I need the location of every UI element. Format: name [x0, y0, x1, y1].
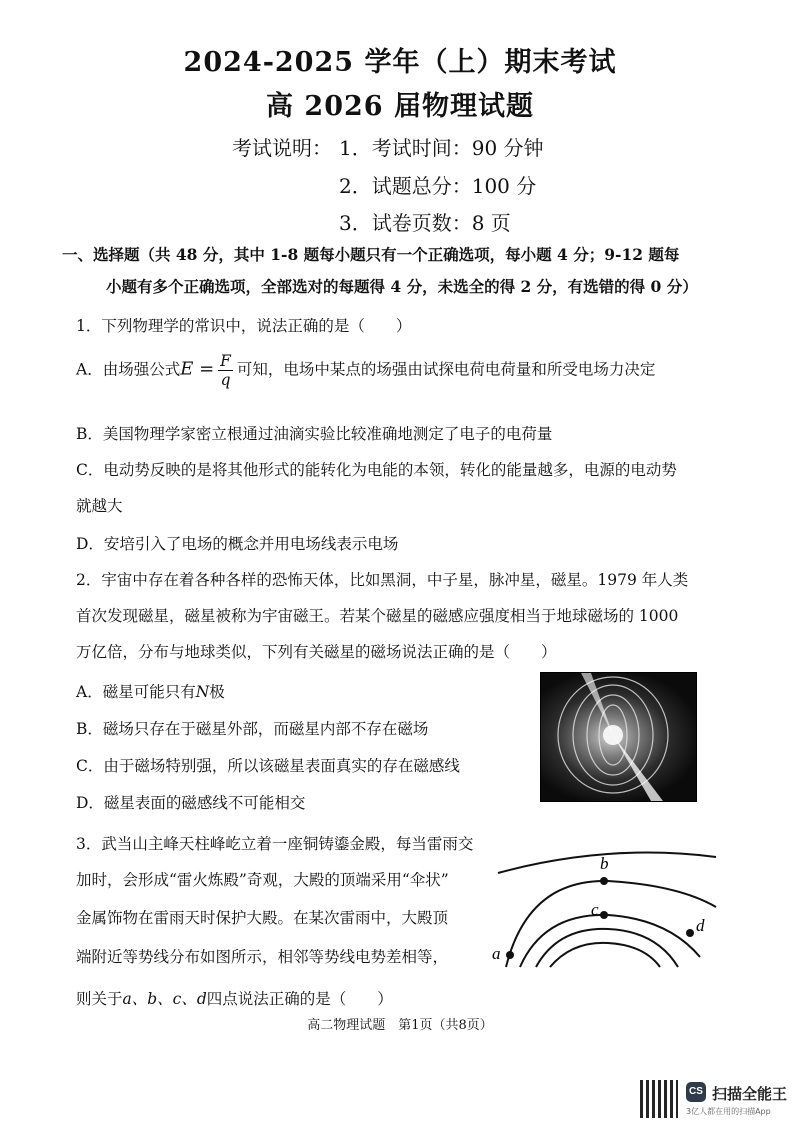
point-a	[506, 951, 514, 959]
exam-notes-label: 考试说明：	[232, 136, 332, 160]
q1-option-d: D．安培引入了电场的概念并用电场线表示电场	[76, 535, 399, 553]
qr-code-icon	[640, 1080, 678, 1118]
formula-numerator: F	[220, 352, 231, 370]
q2-option-a	[76, 680, 225, 702]
exam-subtitle: 高 2026 届物理试题	[266, 91, 534, 122]
scanner-tagline: 3亿人都在用的扫描App	[686, 1107, 771, 1116]
q3-line5-prefix: 则关于	[76, 990, 123, 1008]
magnetar-image	[540, 672, 697, 802]
q1-stem: 1．下列物理学的常识中，说法正确的是（ ）	[76, 317, 412, 335]
q3-stem-line4: 端附近等势线分布如图所示，相邻等势线电势差相等，	[76, 948, 449, 966]
q2-option-c: C．由于磁场特别强，所以该磁星表面真实的存在磁感线	[76, 757, 460, 775]
q2-option-d: D．磁星表面的磁感线不可能相交	[76, 794, 306, 812]
formula-denominator: q	[220, 371, 231, 389]
formula-fraction	[218, 352, 233, 389]
exam-title: 2024-2025 学年（上）期末考试	[183, 47, 617, 78]
q3-line5-vars: a、b、c、d	[122, 990, 207, 1008]
point-d	[686, 929, 694, 937]
section-heading-line1: 一、选择题（共 48 分，其中 1-8 题每小题只有一个正确选项，每小题 4 分；9-12 题每	[62, 245, 680, 264]
q1-option-c-line1: C．电动势反映的是将其他形式的能转化为电能的本领，转化的能量越多，电源的电动势	[76, 461, 677, 479]
page-footer: 高二物理试题 第1页（共8页）	[307, 1018, 493, 1033]
label-d: d	[696, 916, 705, 935]
scanner-brand: 扫描全能王	[712, 1085, 788, 1103]
formula-lhs: E =	[180, 358, 215, 380]
label-c: c	[591, 900, 599, 919]
q2-stem-line1: 2．宇宙中存在着各种各样的恐怖天体，比如黑洞，中子星，脉冲星，磁星。1979 年人类	[76, 571, 689, 589]
point-b	[600, 877, 608, 885]
equipotential-line-4	[550, 943, 660, 967]
magnetar-field-lines	[541, 673, 696, 801]
exam-note-score: 2．试题总分：100 分	[339, 174, 537, 198]
q2-a-prefix: A．磁星可能只有	[76, 683, 196, 701]
label-b: b	[600, 854, 609, 873]
q2-a-suffix: 极	[209, 683, 225, 701]
q1-option-b: B．美国物理学家密立根通过油滴实验比较准确地测定了电子的电荷量	[76, 425, 553, 443]
cs-logo-icon: CS	[686, 1082, 706, 1102]
equipotential-diagram	[488, 845, 728, 975]
q1-a-prefix: A．由场强公式	[76, 360, 181, 379]
q3-line5-suffix: 四点说法正确的是（ ）	[206, 990, 393, 1008]
label-a: a	[492, 944, 501, 963]
exam-note-time: 1．考试时间：90 分钟	[339, 136, 544, 160]
q3-stem-line2: 加时，会形成“雷火炼殿”奇观，大殿的顶端采用“伞状”	[76, 871, 449, 889]
q3-stem-line3: 金属饰物在雷雨天时保护大殿。在某次雷雨中，大殿顶	[76, 909, 449, 927]
point-c	[600, 911, 608, 919]
q1-option-c-line2: 就越大	[76, 497, 123, 515]
q2-stem-line2: 首次发现磁星，磁星被称为宇宙磁王。若某个磁星的磁感应强度相当于地球磁场的 1000	[76, 607, 679, 625]
q3-stem-line1: 3．武当山主峰天柱峰屹立着一座铜铸鎏金殿，每当雷雨交	[76, 835, 474, 853]
q2-option-b: B．磁场只存在于磁星外部，而磁星内部不存在磁场	[76, 720, 429, 738]
section-heading-line2: 小题有多个正确选项，全部选对的每题得 4 分，未选全的得 2 分，有选错的得 0 分）	[106, 277, 698, 296]
equipotential-line-1	[506, 881, 716, 967]
q1-a-suffix: 可知，电场中某点的场强由试探电荷电荷量和所受电场力决定	[236, 360, 656, 379]
q3-stem-line5	[76, 987, 393, 1009]
q1-option-a	[76, 352, 655, 389]
q2-a-var: N	[195, 683, 210, 701]
exam-note-pages: 3．试卷页数：8 页	[339, 211, 511, 235]
q2-stem-line3: 万亿倍，分布与地球类似，下列有关磁星的磁场说法正确的是（ ）	[76, 643, 557, 661]
equipotential-line-3	[536, 929, 678, 967]
